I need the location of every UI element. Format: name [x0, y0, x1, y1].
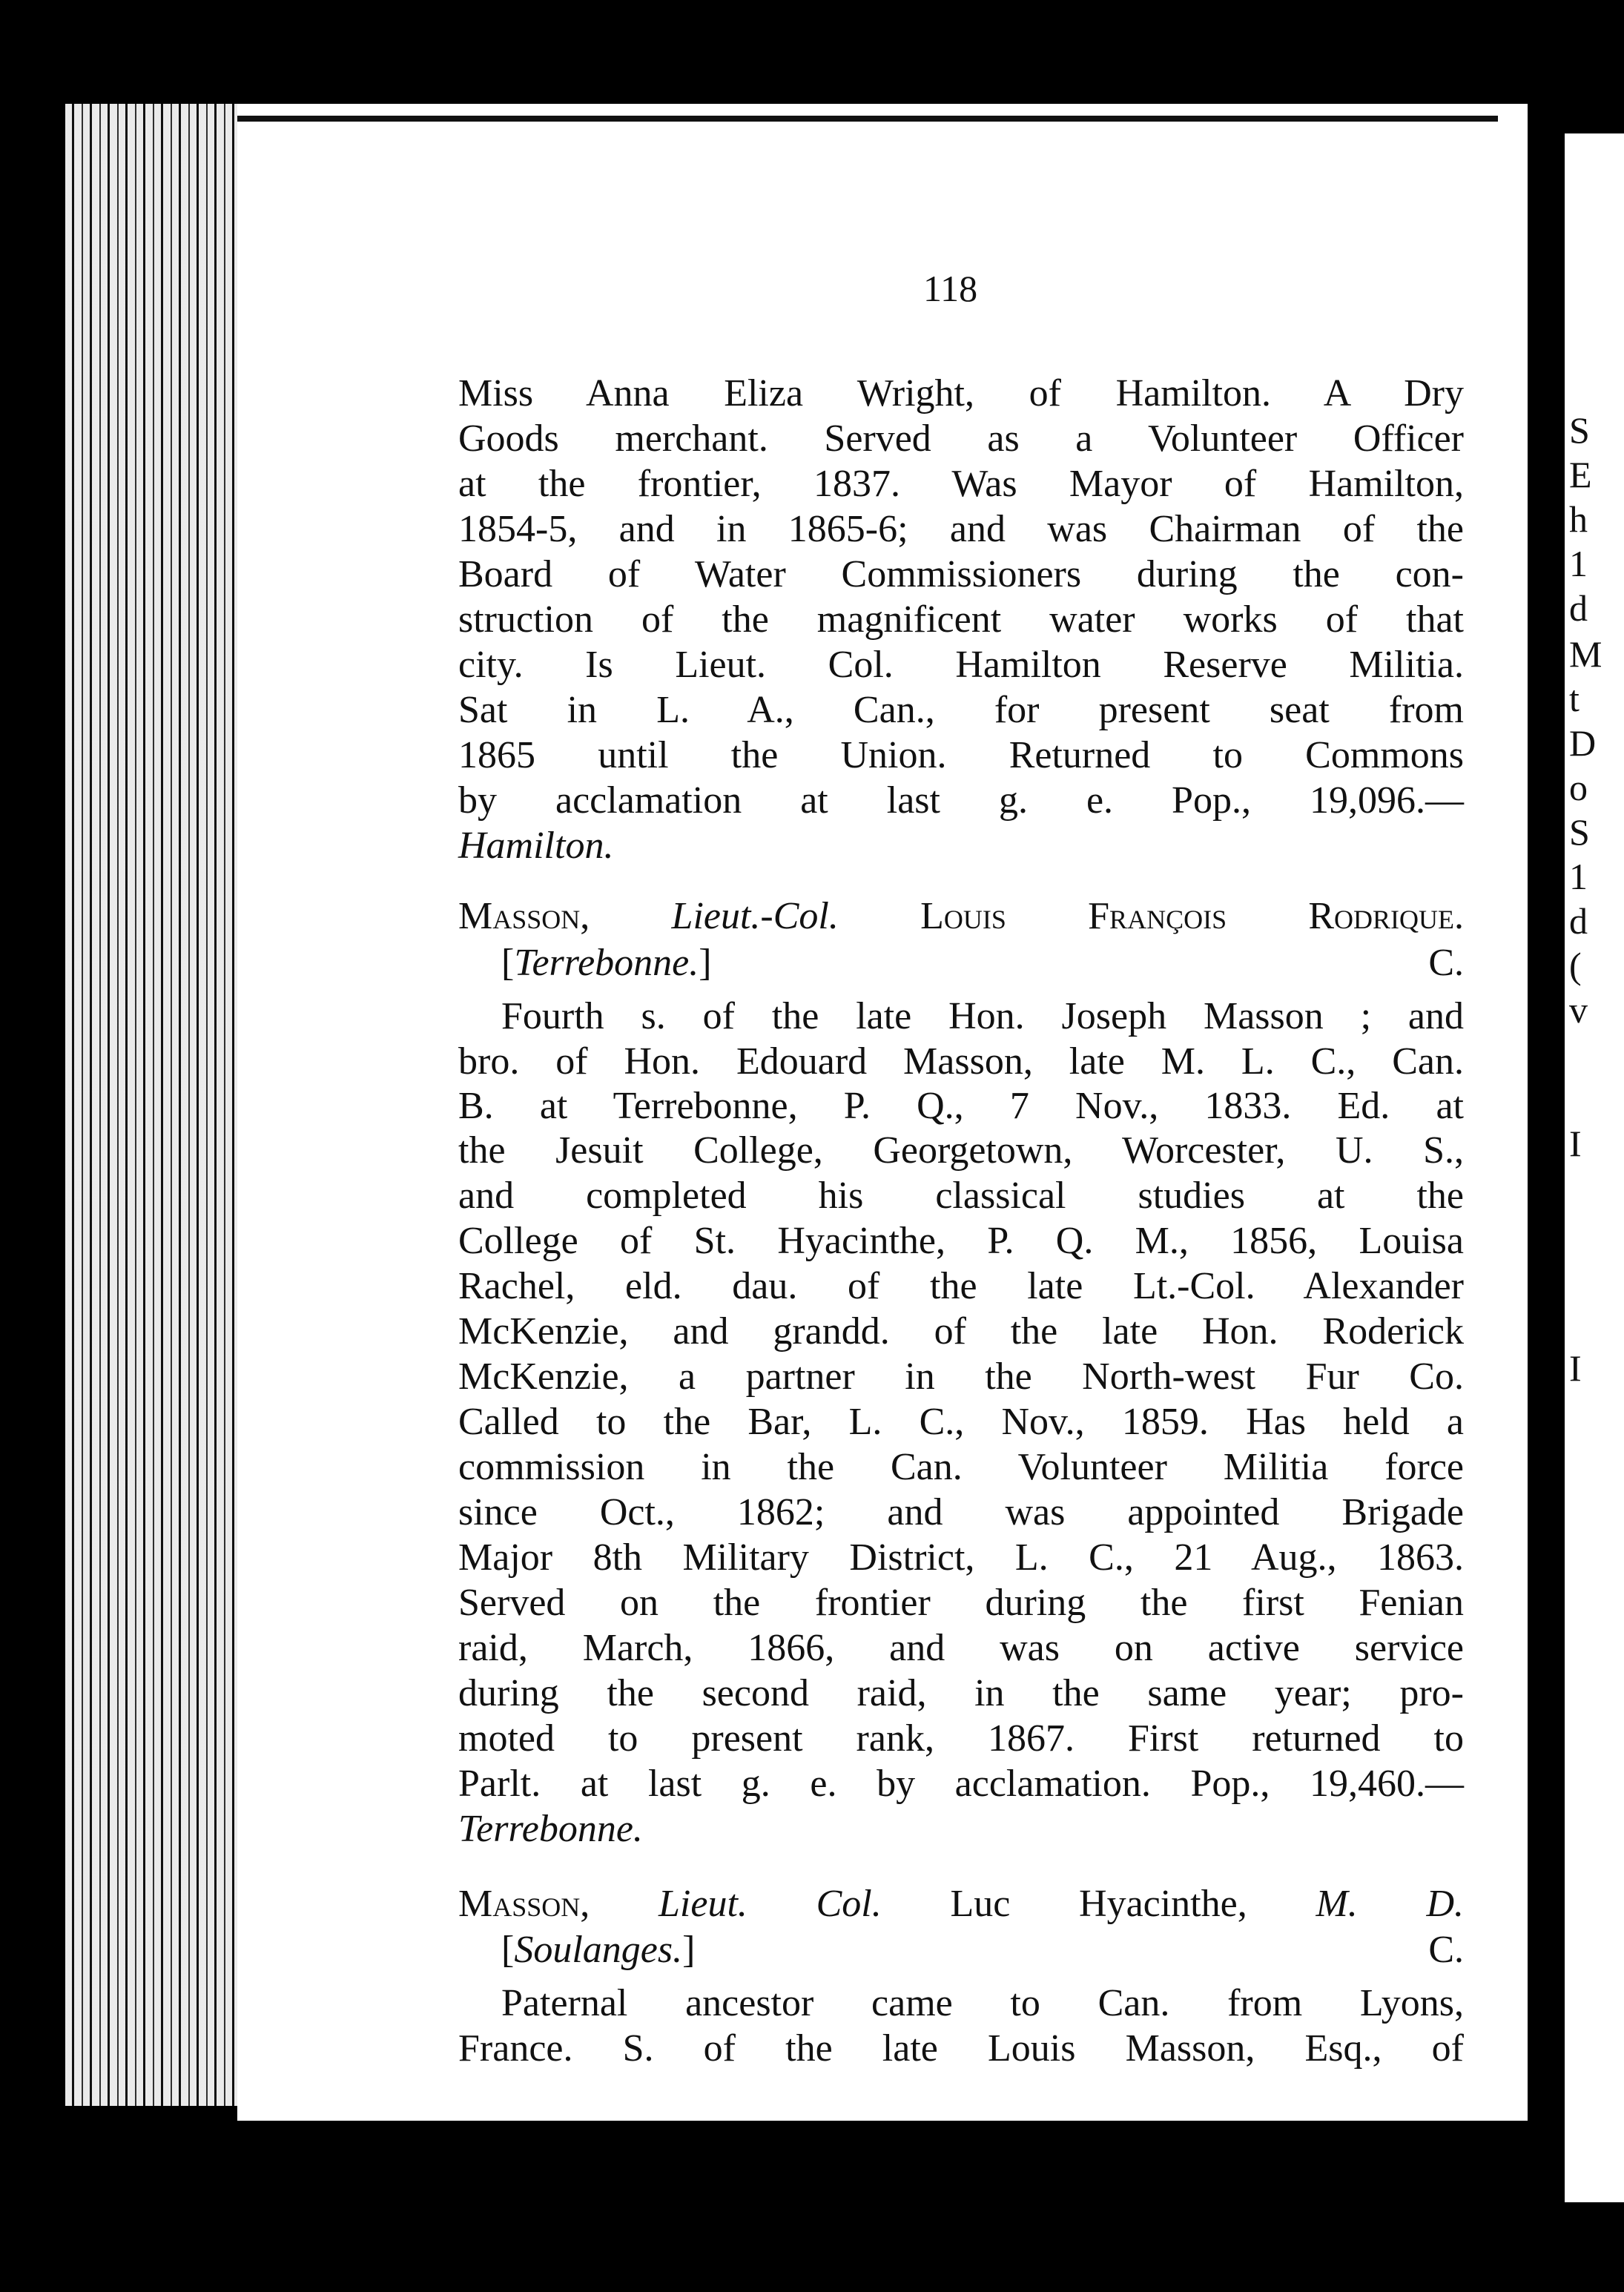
top-rule — [237, 116, 1498, 122]
text-line: during the second raid, in the same year; pro- — [458, 1672, 1464, 1714]
edge-char: ( — [1569, 945, 1582, 986]
edge-char: h — [1569, 498, 1588, 540]
edge-char: t — [1569, 678, 1580, 719]
text-line: 1865 until the Union. Returned to Commons — [458, 734, 1464, 776]
text-line: Served on the frontier during the first Fenian — [458, 1582, 1464, 1624]
text-line: Miss Anna Eliza Wright, of Hamilton. A Dry — [458, 372, 1464, 415]
edge-char: S — [1569, 409, 1590, 451]
text-line: Major 8th Military District, L. C., 21 Aug., 1863. — [458, 1536, 1464, 1579]
text-line: commission in the Can. Volunteer Militia force — [458, 1446, 1464, 1488]
edge-char: d — [1569, 900, 1588, 942]
text-line: Fourth s. of the late Hon. Joseph Masson ; and — [501, 995, 1464, 1037]
text-line: 1854-5, and in 1865-6; and was Chairman of the — [458, 508, 1464, 550]
entry-surname: Masson, — [458, 1883, 590, 1925]
text-line: by acclamation at last g. e. Pop., 19,096.— — [458, 779, 1464, 822]
entry-heading — [458, 897, 1464, 936]
party-mark: C. — [1428, 1929, 1464, 1971]
edge-char: v — [1569, 989, 1588, 1031]
constituency: Hamilton. — [458, 825, 614, 867]
page-stack-edge — [65, 104, 243, 2106]
riding: [Terrebonne.] — [501, 942, 712, 984]
text-line: Called to the Bar, L. C., Nov., 1859. Has held a — [458, 1401, 1464, 1443]
text-line: bro. of Hon. Edouard Masson, late M. L. C., Can. — [458, 1040, 1464, 1083]
riding: [Soulanges.] — [501, 1929, 696, 1971]
text-line: and completed his classical studies at the — [458, 1175, 1464, 1217]
text-line: McKenzie, and grandd. of the late Hon. Roderick — [458, 1310, 1464, 1353]
text-line: struction of the magnificent water works of that — [458, 598, 1464, 641]
text-line: Board of Water Commissioners during the con- — [458, 553, 1464, 595]
text-line: Rachel, eld. dau. of the late Lt.-Col. Alexander — [458, 1265, 1464, 1307]
constituency: Terrebonne. — [458, 1808, 643, 1850]
entry-rank: Lieut.-Col. — [671, 895, 839, 937]
edge-char: S — [1569, 811, 1590, 853]
edge-char: d — [1569, 587, 1588, 629]
facing-page-edge — [1565, 133, 1624, 2202]
text-line: raid, March, 1866, and was on active service — [458, 1627, 1464, 1669]
text-line: France. S. of the late Louis Masson, Esq., of — [458, 2027, 1464, 2070]
edge-char: I — [1569, 1123, 1582, 1164]
text-line: McKenzie, a partner in the North-west Fur Co. — [458, 1355, 1464, 1398]
page-number: 118 — [923, 268, 978, 309]
text-line: at the frontier, 1837. Was Mayor of Hamilton, — [458, 463, 1464, 505]
edge-char: 1 — [1569, 543, 1588, 584]
entry-rank: Lieut. Col. — [658, 1883, 882, 1925]
edge-char: M — [1569, 633, 1602, 675]
text-line: since Oct., 1862; and was appointed Brigade — [458, 1491, 1464, 1533]
edge-char: E — [1569, 454, 1592, 495]
entry-surname: Masson, — [458, 895, 590, 937]
text-line: moted to present rank, 1867. First returned to — [458, 1717, 1464, 1760]
text-line: Paternal ancestor came to Can. from Lyons, — [501, 1982, 1464, 2024]
party-mark: C. — [1428, 942, 1464, 984]
entry-riding-line — [501, 944, 1464, 982]
entry-degree: M. D. — [1316, 1883, 1465, 1925]
text-line: city. Is Lieut. Col. Hamilton Reserve Militia. — [458, 644, 1464, 686]
edge-char: o — [1569, 767, 1588, 808]
text-line: Parlt. at last g. e. by acclamation. Pop., 19,460.— — [458, 1763, 1464, 1805]
entry-names: Luc Hyacinthe, — [950, 1883, 1247, 1925]
text-line: B. at Terrebonne, P. Q., 7 Nov., 1833. Ed. at — [458, 1085, 1464, 1127]
edge-char: I — [1569, 1347, 1582, 1389]
text-line: College of St. Hyacinthe, P. Q. M., 1856, Louisa — [458, 1220, 1464, 1262]
entry-names: Louis François Rodrique. — [920, 895, 1464, 937]
text-line: Sat in L. A., Can., for present seat from — [458, 689, 1464, 731]
entry-riding-line — [501, 1931, 1464, 1969]
text-line: Goods merchant. Served as a Volunteer Officer — [458, 417, 1464, 460]
edge-char: 1 — [1569, 856, 1588, 897]
entry-heading — [458, 1885, 1464, 1923]
text-line: the Jesuit College, Georgetown, Worcester, U. S., — [458, 1129, 1464, 1172]
edge-char: D — [1569, 722, 1597, 764]
